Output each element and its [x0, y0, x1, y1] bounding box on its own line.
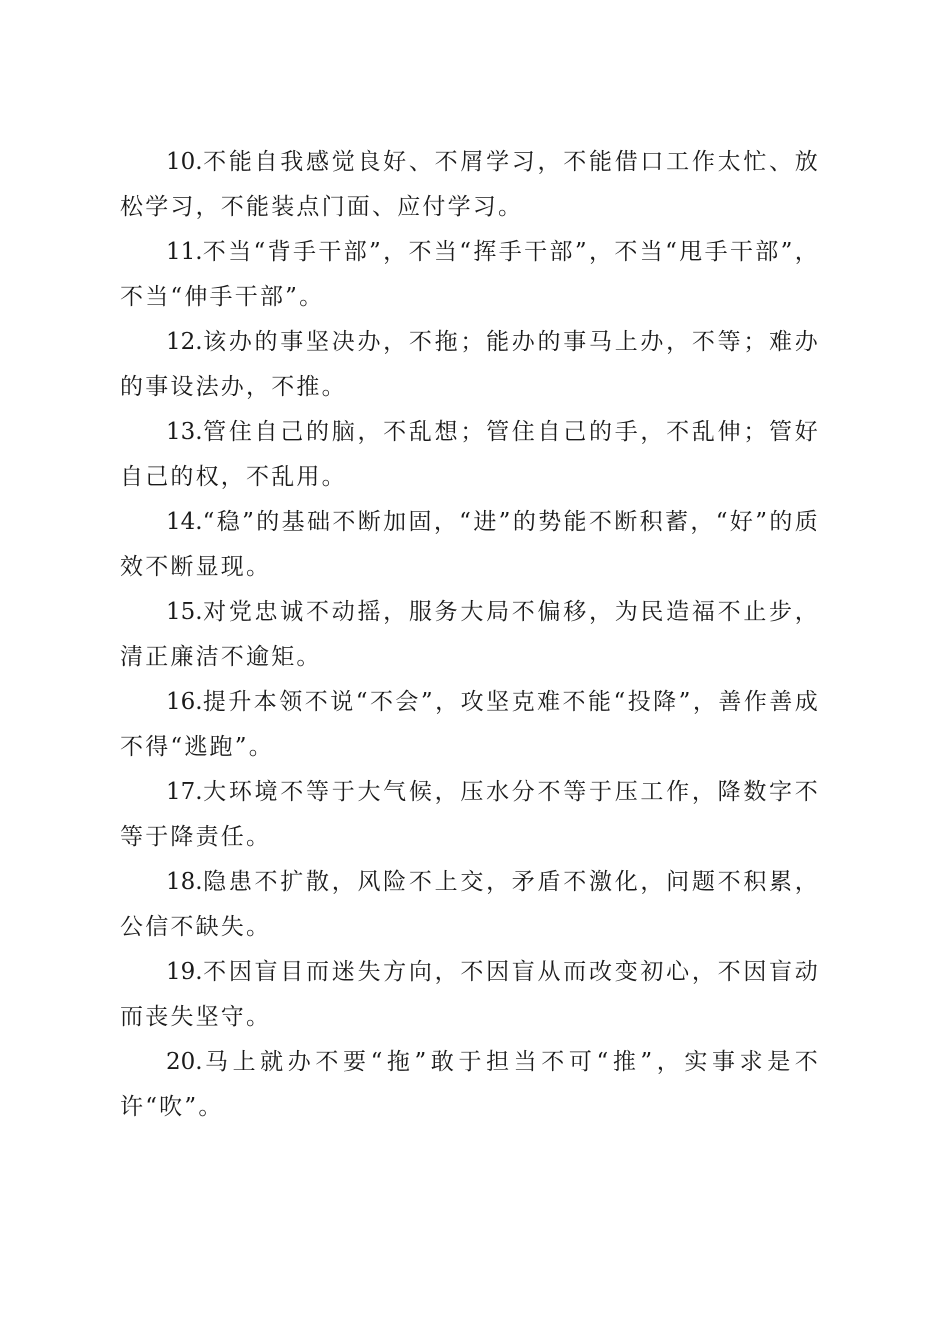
paragraph-number: 15.: [166, 599, 203, 625]
paragraph-15: [120, 590, 820, 680]
paragraph-number: 18.: [166, 869, 203, 895]
paragraph-20: [120, 1040, 820, 1130]
paragraph-number: 10.: [166, 149, 203, 175]
paragraph-19: [120, 950, 820, 1040]
paragraph-number: 19.: [166, 959, 203, 985]
paragraph-text: 该办的事坚决办，不拖；能办的事马上办，不等；难办的事设法办，不推。: [120, 329, 820, 400]
paragraph-number: 20.: [166, 1049, 203, 1075]
paragraph-text: 提升本领不说“不会”，攻坚克难不能“投降”，善作善成不得“逃跑”。: [120, 689, 820, 760]
paragraph-text: 不当“背手干部”，不当“挥手干部”，不当“甩手干部”，不当“伸手干部”。: [120, 239, 820, 310]
paragraph-16: [120, 680, 820, 770]
document-body: [120, 140, 820, 1130]
paragraph-11: [120, 230, 820, 320]
paragraph-10: [120, 140, 820, 230]
paragraph-number: 11.: [166, 239, 203, 265]
paragraph-text: 对党忠诚不动摇，服务大局不偏移，为民造福不止步，清正廉洁不逾矩。: [120, 599, 820, 670]
paragraph-number: 16.: [166, 689, 203, 715]
paragraph-number: 12.: [166, 329, 203, 355]
paragraph-text: 马上就办不要“拖”敢于担当不可“推”，实事求是不许“吹”。: [120, 1049, 820, 1120]
paragraph-text: 管住自己的脑，不乱想；管住自己的手，不乱伸；管好自己的权，不乱用。: [120, 419, 820, 490]
paragraph-number: 14.: [166, 509, 203, 535]
paragraph-13: [120, 410, 820, 500]
paragraph-text: 大环境不等于大气候，压水分不等于压工作，降数字不等于降责任。: [120, 779, 820, 850]
paragraph-text: “稳”的基础不断加固，“进”的势能不断积蓄，“好”的质效不断显现。: [120, 509, 820, 580]
paragraph-14: [120, 500, 820, 590]
paragraph-18: [120, 860, 820, 950]
paragraph-12: [120, 320, 820, 410]
paragraph-text: 不能自我感觉良好、不屑学习，不能借口工作太忙、放松学习，不能装点门面、应付学习。: [120, 149, 820, 220]
paragraph-17: [120, 770, 820, 860]
paragraph-number: 17.: [166, 779, 203, 805]
paragraph-number: 13.: [166, 419, 203, 445]
paragraph-text: 隐患不扩散，风险不上交，矛盾不激化，问题不积累，公信不缺失。: [120, 869, 820, 940]
paragraph-text: 不因盲目而迷失方向，不因盲从而改变初心，不因盲动而丧失坚守。: [120, 959, 820, 1030]
